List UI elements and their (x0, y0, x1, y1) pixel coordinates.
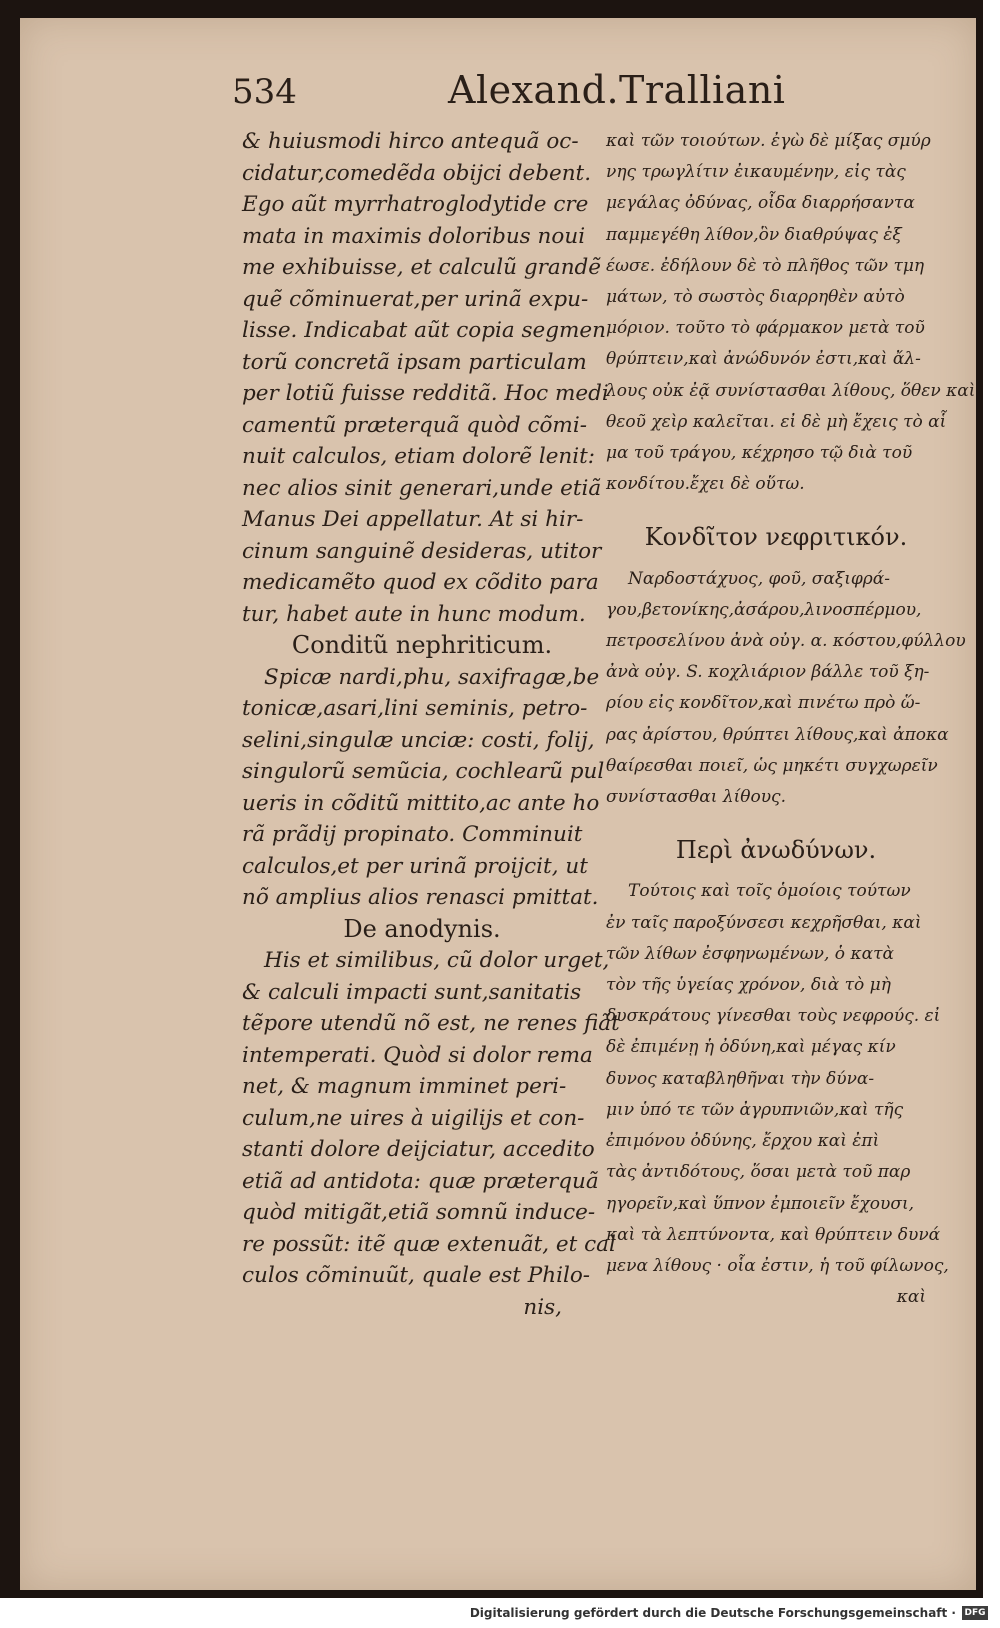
text-line: Ναρδοστάχυος, φοῦ, σαξιφρά- (628, 568, 891, 589)
text-line: ueris in cõditũ mittito,ac ante ho (242, 790, 600, 816)
text-line: μεγάλας ὀδύνας, οἶδα διαρρήσαντα (606, 193, 915, 214)
text-line: per lotiũ fuisse redditã. Hoc medi (242, 381, 609, 406)
text-line: ρίου εἰς κονδῖτον,καὶ πινέτω πρὸ ὥ- (606, 693, 921, 714)
text-line: & calculi impacti sunt,sanitatis (242, 979, 582, 1005)
text-line: έωσε. ἐδήλουν δὲ τὸ πλῆθος τῶν τμη (606, 255, 925, 276)
text-line: Τούτοις καὶ τοῖς ὁμοίοις τούτων (628, 881, 911, 902)
text-line: ηγορεῖν,καὶ ὕπνον ἐμποιεῖν ἔχουσι, (606, 1193, 915, 1214)
text-line: δυσκράτους γίνεσθαι τοὺς νεφρούς. εἰ (606, 1006, 941, 1027)
catchword: καὶ (896, 1287, 926, 1308)
text-line: συνίστασθαι λίθους. (606, 787, 786, 808)
text-line: θαίρεσθαι ποιεῖ, ὡς μηκέτι συγχωρεῖν (606, 755, 938, 776)
running-title: Alexand.Tralliani (448, 68, 786, 112)
text-line: μάτων, τὸ σωστὸς διαρρηθὲν αὐτὸ (606, 287, 905, 308)
text-line: nõ amplius alios renasci pmittat. (242, 885, 599, 910)
text-line: me exhibuisse, et calculũ grandẽ (242, 255, 602, 280)
text-line: Ego aũt myrrhatroglodytide cre (242, 192, 589, 217)
text-line: καὶ τὰ λεπτύνοντα, καὶ θρύπτειν δυνά (606, 1224, 941, 1245)
page-number: 534 (232, 72, 297, 112)
text-line: quẽ cõminuerat,per urinã expu- (242, 286, 589, 312)
text-line: τῶν λίθων ἐσφηνωμένων, ὁ κατὰ (606, 943, 894, 964)
text-line: θρύπτειν,καὶ ἀνώδυνόν ἐστι,καὶ ἄλ- (606, 349, 921, 370)
text-line: rã prãdij propinato. Comminuit (242, 822, 583, 847)
section-heading: Conditũ nephriticum. (291, 631, 553, 659)
text-line: nec alios sinit generari,unde etiã (242, 475, 602, 501)
text-line: re possũt: itẽ quæ extenuãt, et cal (242, 1231, 616, 1257)
text-line: camentũ præterquã quòd cõmi- (242, 412, 587, 438)
text-line: tẽpore utendũ nõ est, ne renes fiãt (242, 1011, 620, 1036)
text-line: τὰς ἀντιδότους, ὅσαι μετὰ τοῦ παρ (606, 1162, 911, 1183)
text-line: λους οὐκ ἐᾷ συνίστασθαι λίθους, ὅθεν καὶ (606, 380, 976, 401)
text-line: His et similibus, cũ dolor urget, (264, 948, 610, 973)
text-line: μενα λίθους · οἷα ἐστιν, ἡ τοῦ φίλωνος, (606, 1255, 949, 1276)
latin-column (242, 126, 620, 1323)
text-line: singulorũ semũcia, cochlearũ pul (242, 759, 605, 784)
text-line: mata in maximis doloribus noui (242, 223, 586, 249)
text-line: πετροσελίνου ἀνὰ οὐγ. α. κόστου,φύλλου (606, 631, 966, 652)
text-line: κονδίτου.ἔχει δὲ οὕτω. (606, 474, 805, 495)
text-line: νης τρωγλίτιν ἐικαυμένην, εἰς τὰς (606, 162, 906, 183)
text-line: culum,ne uires à uigilijs et con- (242, 1105, 585, 1131)
text-line: καὶ τῶν τοιούτων. ἐγὼ δὲ μίξας σμύρ (606, 131, 931, 151)
text-line: stanti dolore deijciatur, accedito (242, 1137, 595, 1162)
text-line: calculos,et per urinã proijcit, ut (242, 853, 588, 879)
text-line: τὸν τῆς ὑγείας χρόνον, διὰ τὸ μὴ (606, 975, 891, 996)
text-line: lisse. Indicabat aũt copia segmen (242, 318, 606, 343)
section-heading: Κονδῖτον νεφριτικόν. (644, 523, 908, 552)
text-line: cinum sanguinẽ desideras, utitor (242, 538, 602, 564)
text-line: μα τοῦ τράγου, κέχρησο τῷ διὰ τοῦ (606, 443, 913, 464)
text-line: quòd mitigãt,etiã somnũ induce- (242, 1200, 596, 1225)
catchword: nis, (523, 1294, 562, 1320)
text-line: μιν ὑπό τε τῶν ἀγρυπνιῶν,καὶ τῆς (606, 1099, 904, 1120)
dfg-logo: DFG (962, 1606, 988, 1620)
section-heading: De anodynis. (343, 914, 501, 943)
text-line: μόριον. τοῦτο τὸ φάρμακον μετὰ τοῦ (606, 318, 925, 339)
text-line: ἐπιμόνου ὀδύνης, ἔρχου καὶ ἐπὶ (606, 1131, 880, 1152)
text-line: selini,singulæ unciæ: costi, folij, (242, 727, 595, 753)
text-line: nuit calculos, etiam dolorẽ lenit: (242, 444, 596, 469)
section-heading: Περὶ ἀνωδύνων. (675, 836, 877, 865)
text-line: παμμεγέθη λίθον,ὃν διαθρύψας ἐξ (606, 224, 902, 245)
text-line: torũ concretã ipsam particulam (242, 349, 587, 375)
text-line: γου,βετονίκης,ἀσάρου,λινοσπέρμου, (606, 599, 922, 620)
text-line: net, & magnum imminet peri- (242, 1074, 567, 1099)
text-line: culos cõminuũt, quale est Philo- (242, 1263, 591, 1288)
greek-column (606, 126, 976, 1313)
text-line: & huiusmodi hirco antequã oc- (242, 129, 579, 154)
text-line: Manus Dei appellatur. At si hir- (242, 507, 584, 532)
text-line: θεοῦ χεὶρ καλεῖται. εἰ δὲ μὴ ἔχεις τὸ αἷ (606, 411, 947, 432)
text-line: tur, habet aute in hunc modum. (242, 601, 586, 627)
text-line: ἐν ταῖς παροξύνσεσι κεχρῆσθαι, καὶ (606, 912, 922, 933)
text-line: intemperati. Quòd si dolor rema (242, 1042, 593, 1068)
text-line: ρας ἀρίστου, θρύπτει λίθους,καὶ ἀποκα (606, 724, 949, 745)
text-line: medicamẽto quod ex cõdito para (242, 570, 599, 595)
text-line: cidatur,comedẽda obijci debent. (242, 160, 592, 186)
text-line: δὲ ἐπιμένῃ ἡ ὀδύνη,καὶ μέγας κίν (606, 1037, 896, 1058)
digitization-footer (0, 1598, 1000, 1628)
funding-credit: Digitalisierung gefördert durch die Deutsche Forschungsgemeinschaft · (469, 1606, 956, 1620)
text-line: tonicæ,asari,lini seminis, petro- (242, 696, 588, 721)
text-line: δυνος καταβληθῆναι τὴν δύνα- (606, 1068, 875, 1089)
text-line: Spicæ nardi,phu, saxifragæ,be (264, 664, 600, 690)
text-line: ἀνὰ οὐγ. S. κοχλιάριον βάλλε τοῦ ξη- (606, 662, 930, 683)
text-line: etiã ad antidota: quæ præterquã (242, 1168, 599, 1194)
